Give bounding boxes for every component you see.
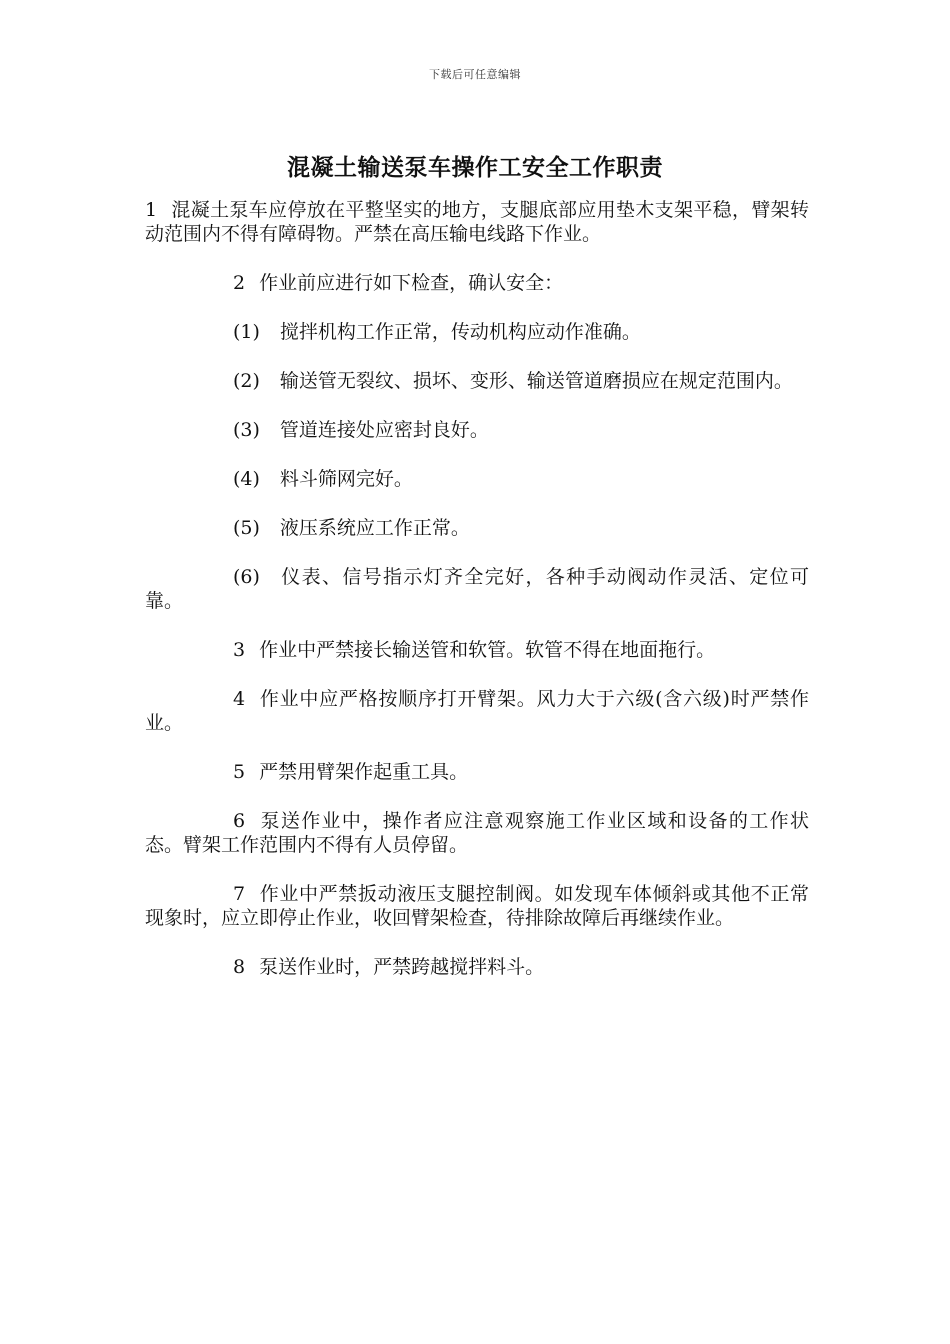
paragraph-number: 6 (233, 810, 246, 832)
sub-item-1 (145, 320, 809, 344)
paragraph-7 (145, 882, 809, 930)
paragraph-number: 8 (233, 956, 246, 978)
paragraph-text: 严禁用臂架作起重工具。 (259, 761, 469, 783)
paragraph-3 (145, 638, 809, 662)
sub-item-5 (145, 516, 809, 540)
sub-item-3 (145, 418, 809, 442)
sub-item-text: 输送管无裂纹、损坏、变形、输送管道磨损应在规定范围内。 (279, 370, 793, 392)
paragraph-number: 3 (233, 639, 246, 661)
document-title: 混凝土输送泵车操作工安全工作职责 (287, 154, 663, 181)
paragraph-number: 1 (145, 199, 158, 221)
paragraph-1 (145, 198, 809, 246)
sub-item-number: (3) (233, 419, 260, 441)
paragraph-8 (145, 955, 809, 979)
paragraph-number: 5 (233, 761, 246, 783)
paragraph-text: 泵送作业中，操作者应注意观察施工作业区域和设备的工作状态。臂架工作范围内不得有人员停留。 (145, 810, 809, 856)
paragraph-6 (145, 809, 809, 857)
sub-item-6 (145, 565, 809, 613)
sub-item-text: 搅拌机构工作正常，传动机构应动作准确。 (279, 321, 641, 343)
paragraph-5 (145, 760, 809, 784)
paragraph-number: 7 (233, 883, 246, 905)
sub-item-text: 料斗筛网完好。 (279, 468, 413, 490)
sub-item-number: (5) (233, 517, 260, 539)
sub-item-4 (145, 467, 809, 491)
paragraph-number: 2 (233, 272, 246, 294)
sub-item-number: (1) (233, 321, 260, 343)
sub-item-2 (145, 369, 809, 393)
paragraph-text: 混凝土泵车应停放在平整坚实的地方，支腿底部应用垫木支架平稳，臂架转动范围内不得有障碍物。严禁在高压输电线路下作业。 (145, 199, 809, 245)
paragraph-number: 4 (233, 688, 246, 710)
page-header: 下载后可任意编辑 (429, 68, 521, 81)
sub-item-number: (2) (233, 370, 260, 392)
sub-item-number: (6) (233, 566, 260, 588)
document-body (145, 198, 809, 1004)
sub-item-text: 管道连接处应密封良好。 (279, 419, 489, 441)
paragraph-4 (145, 687, 809, 735)
paragraph-text: 作业中严禁扳动液压支腿控制阀。如发现车体倾斜或其他不正常现象时，应立即停止作业，收回臂架检查，待排除故障后再继续作业。 (145, 883, 809, 929)
sub-item-number: (4) (233, 468, 260, 490)
paragraph-text: 作业中严禁接长输送管和软管。软管不得在地面拖行。 (259, 639, 716, 661)
sub-item-text: 液压系统应工作正常。 (279, 517, 470, 539)
paragraph-2 (145, 271, 809, 295)
paragraph-text: 作业中应严格按顺序打开臂架。风力大于六级(含六级)时严禁作业。 (145, 688, 809, 734)
paragraph-text: 泵送作业时，严禁跨越搅拌料斗。 (259, 956, 545, 978)
sub-item-text: 仪表、信号指示灯齐全完好，各种手动阀动作灵活、定位可靠。 (145, 566, 809, 612)
paragraph-text: 作业前应进行如下检查，确认安全： (259, 272, 564, 294)
